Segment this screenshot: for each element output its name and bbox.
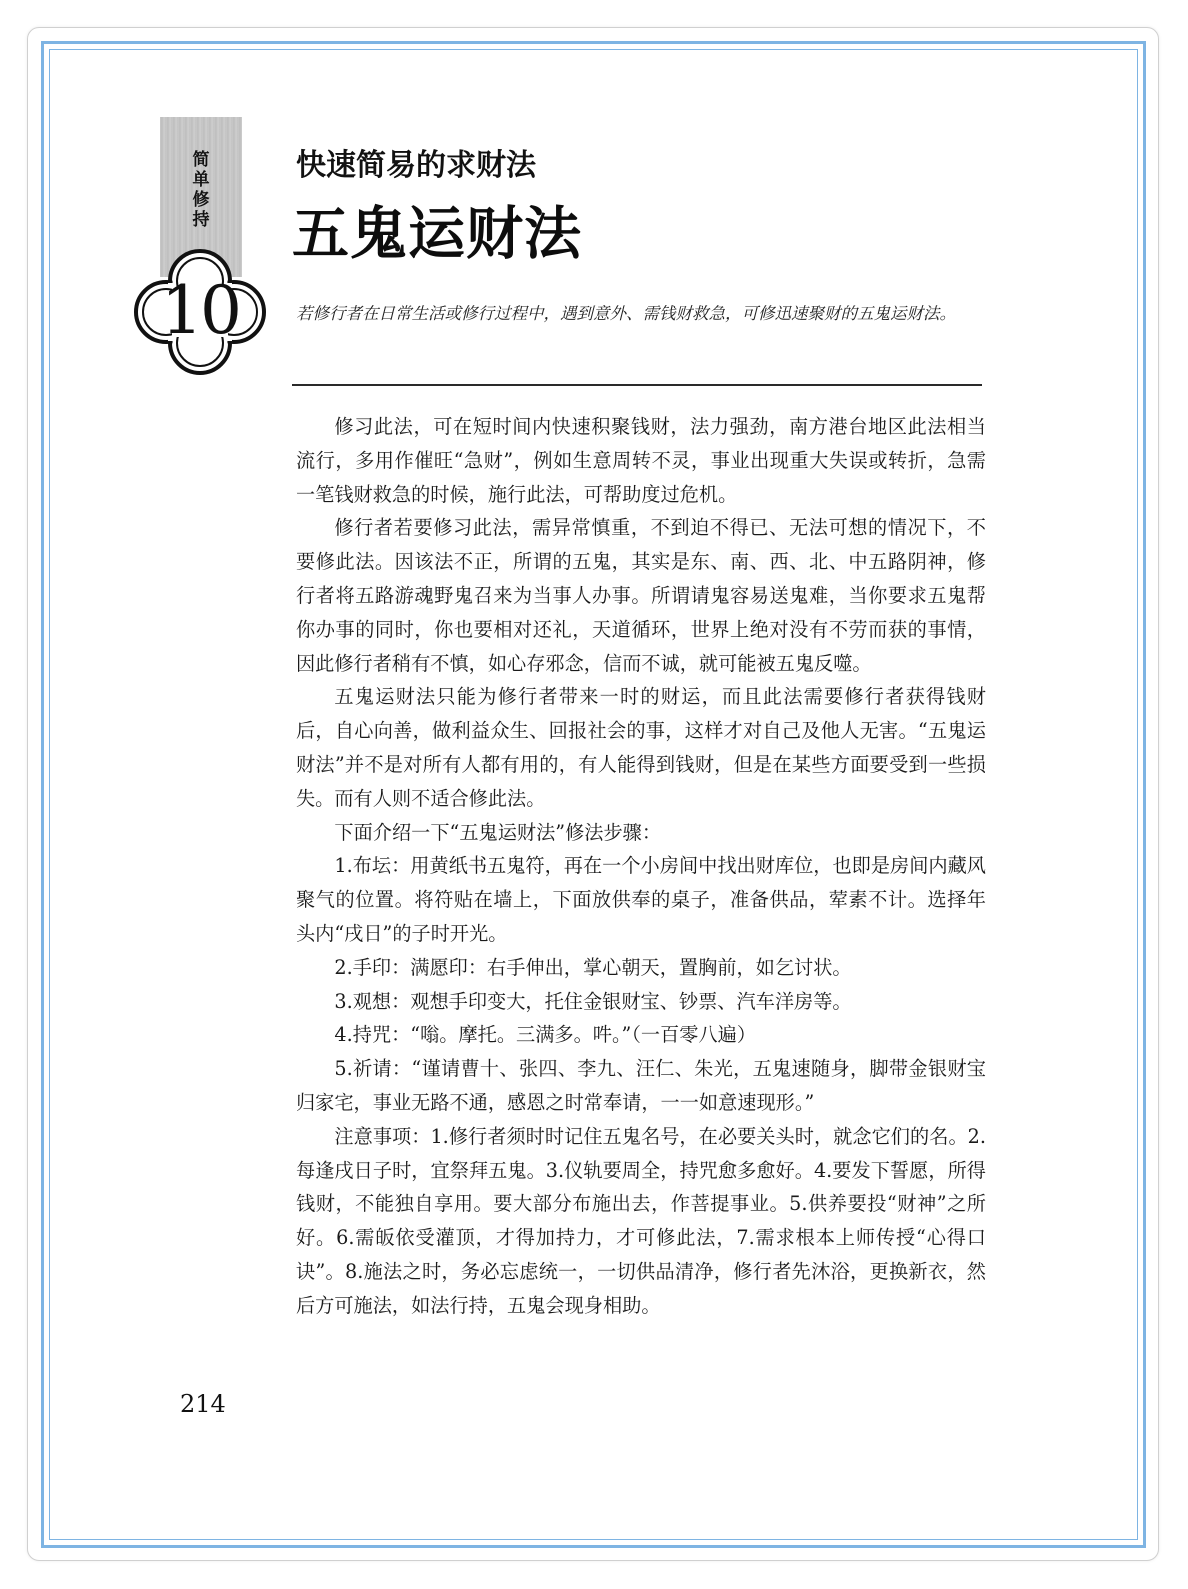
chapter-title: 五鬼运财法 xyxy=(292,201,582,267)
step-paragraph: 3.观想：观想手印变大，托住金银财宝、钞票、汽车洋房等。 xyxy=(334,989,852,1013)
body-text xyxy=(296,410,986,1323)
page-number: 214 xyxy=(180,1390,226,1418)
notes-paragraph: 注意事项：1.修行者须时时记住五鬼名号，在必要关头时，就念它们的名。2.每逢戌日子时，宜祭拜五鬼。3.仪轨要周全，持咒愈多愈好。4.要发下誓愿，所得钱财，不能独自享用。要大部分布施出去，作菩提事业。5.供养要投“财神”之所好。6.需皈依受灌顶，才得加持力，才可修此法，7.需求根本上师传授“心得口诀”。8.施法之时，务必忘虑统一，一切供品清净，修行者先沐浴，更换新衣，然后方可施法，如法行持，五鬼会现身相助。 xyxy=(296,1124,986,1317)
step-paragraph: 1.布坛：用黄纸书五鬼符，再在一个小房间中找出财库位，也即是房间内藏风聚气的位置。将符贴在墙上，下面放供奉的桌子，准备供品，荤素不计。选择年头内“戌日”的子时开光。 xyxy=(296,854,986,945)
paragraph: 下面介绍一下“五鬼运财法”修法步骤： xyxy=(334,820,662,844)
chapter-number-badge xyxy=(128,247,272,377)
step-paragraph: 4.持咒：“嗡。摩托。三满多。吽。”（一百零八遍） xyxy=(334,1023,757,1047)
chapter-intro: 若修行者在日常生活或修行过程中，遇到意外、需钱财救急，可修迅速聚财的五鬼运财法。 xyxy=(296,304,956,323)
chapter-number: 10 xyxy=(161,272,239,349)
paragraph: 五鬼运财法只能为修行者带来一时的财运，而且此法需要修行者获得钱财后，自心向善，做利益众生、回报社会的事，这样才对自己及他人无害。“五鬼运财法”并不是对所有人都有用的，有人能得到钱财，但是在某些方面要受到一些损失。而有人则不适合修此法。 xyxy=(296,685,986,810)
paragraph: 修行者若要修习此法，需异常慎重，不到迫不得已、无法可想的情况下，不要修此法。因该法不正，所谓的五鬼，其实是东、南、西、北、中五路阴神，修行者将五路游魂野鬼召来为当事人办事。所谓请鬼容易送鬼难，当你要求五鬼帮你办事的同时，你也要相对还礼，天道循环，世界上绝对没有不劳而获的事情，因此修行者稍有不慎，如心存邪念，信而不诚，就可能被五鬼反噬。 xyxy=(296,516,986,675)
title-divider xyxy=(292,384,982,386)
section-label: 简单修持 xyxy=(192,150,210,230)
chapter-subtitle: 快速简易的求财法 xyxy=(296,148,536,183)
paragraph: 修习此法，可在短时间内快速积聚钱财，法力强劲，南方港台地区此法相当流行，多用作催旺“急财”，例如生意周转不灵，事业出现重大失误或转折，急需一笔钱财救急的时候，施行此法，可帮助度过危机。 xyxy=(296,415,986,506)
step-paragraph: 5.祈请：“谨请曹十、张四、李九、汪仁、朱光，五鬼速随身，脚带金银财宝归家宅，事业无路不通，感恩之时常奉请，一一如意速现形。” xyxy=(296,1057,986,1114)
step-paragraph: 2.手印：满愿印：右手伸出，掌心朝天，置胸前，如乞讨状。 xyxy=(334,955,852,979)
